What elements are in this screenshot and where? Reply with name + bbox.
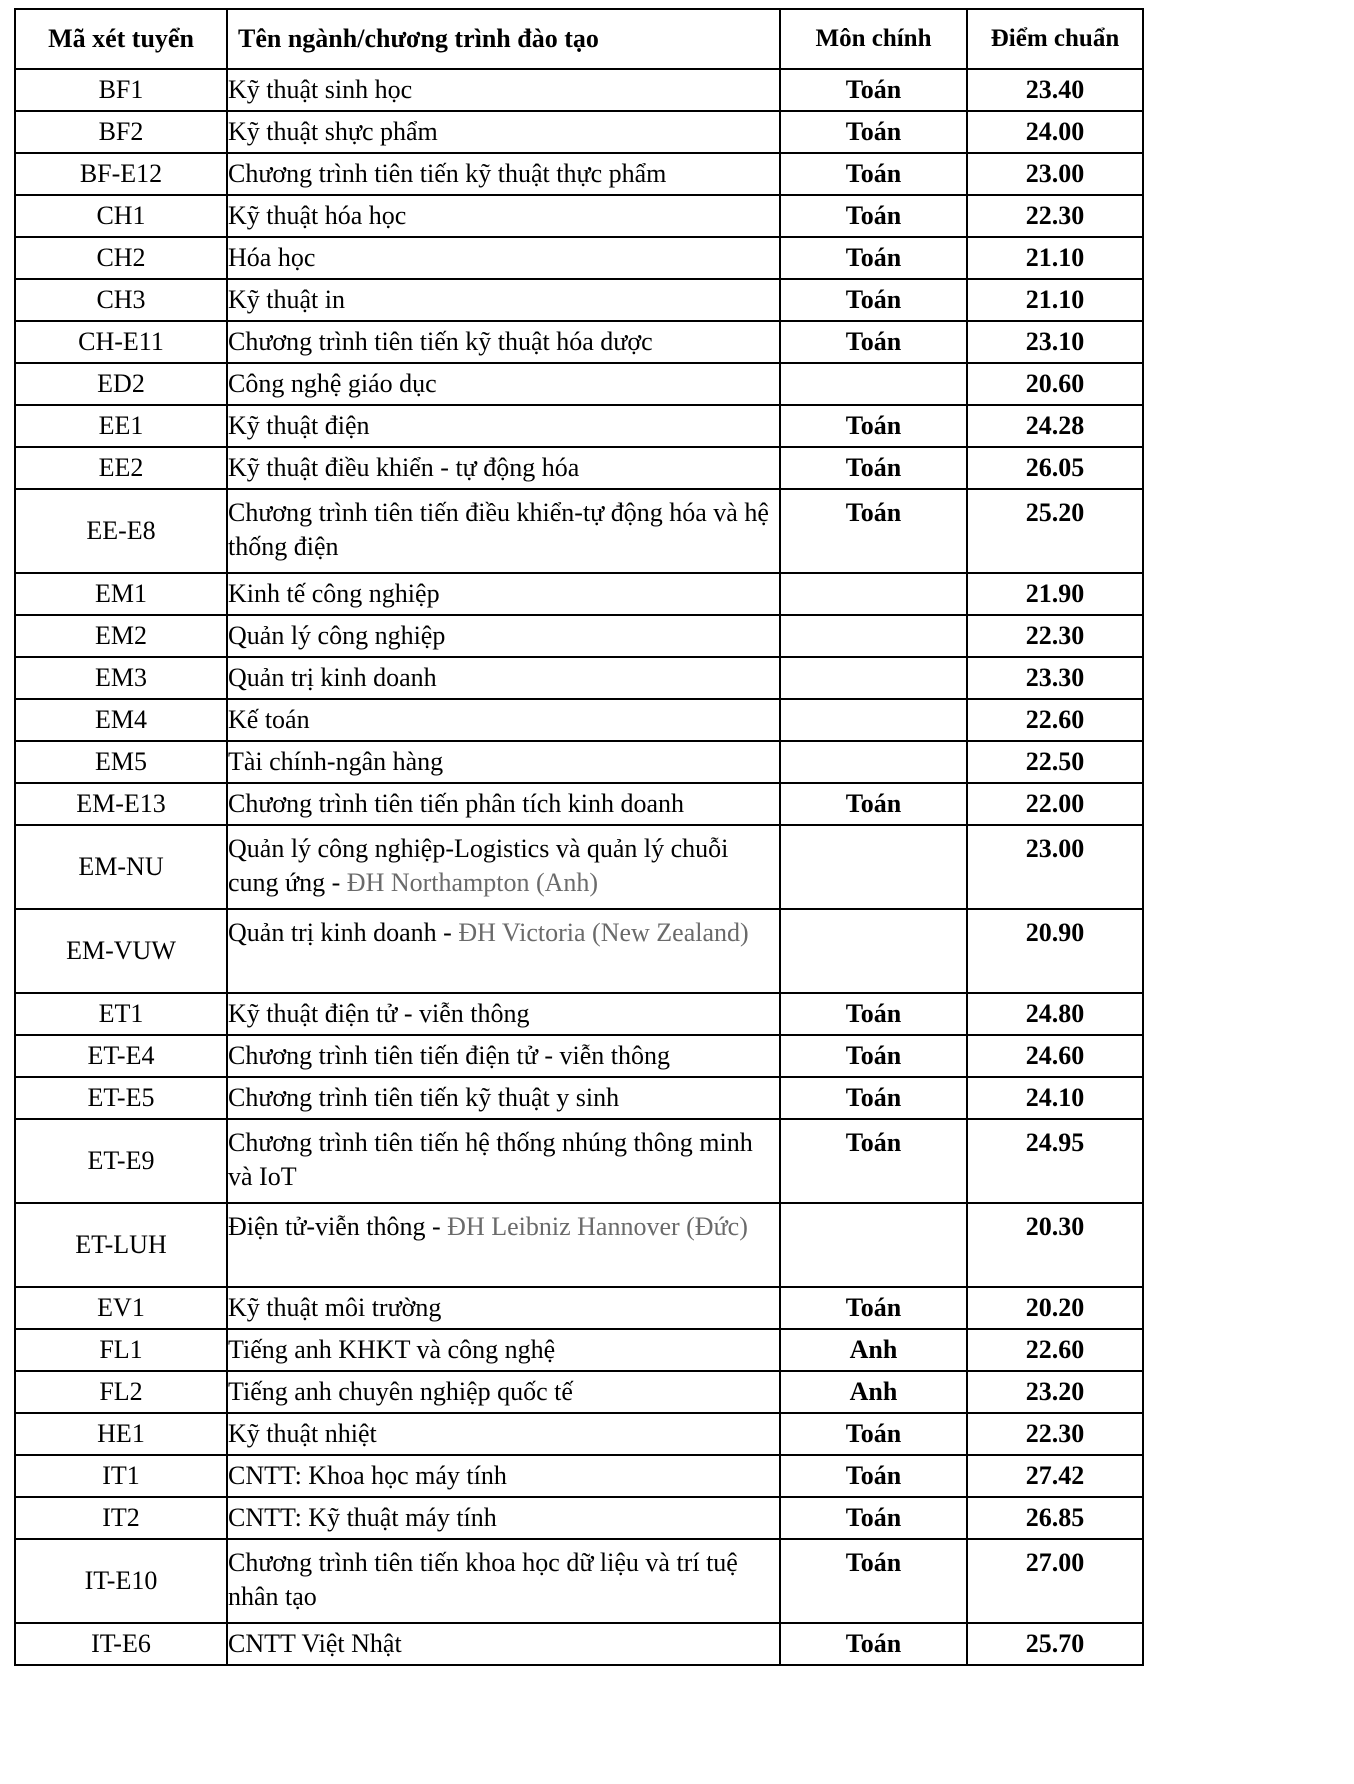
cell-main-subject: Toán xyxy=(780,1623,967,1665)
cell-program-name xyxy=(227,1287,780,1329)
cell-benchmark-score: 23.00 xyxy=(967,825,1143,909)
cell-program-name xyxy=(227,279,780,321)
program-name-text: Chương trình tiên tiến kỹ thuật hóa dược xyxy=(228,327,653,357)
program-name-text: Chương trình tiên tiến điều khiển-tự động hóa và hệ thống điện xyxy=(228,498,769,561)
program-name-text: Chương trình tiên tiến phân tích kinh doanh xyxy=(228,789,685,819)
program-name-text: Chương trình tiên tiến khoa học dữ liệu và trí tuệ nhân tạo xyxy=(228,1548,738,1611)
cell-program-name xyxy=(227,615,780,657)
cell-program-name xyxy=(227,783,780,825)
program-name-text: Kỹ thuật in xyxy=(228,285,345,315)
program-name-text: CNTT Việt Nhật xyxy=(228,1629,402,1659)
cell-program-name xyxy=(227,363,780,405)
cell-main-subject: Toán xyxy=(780,783,967,825)
table-row xyxy=(15,909,1143,993)
program-name-text: Kế toán xyxy=(228,705,310,735)
cell-benchmark-score: 24.00 xyxy=(967,111,1143,153)
cell-benchmark-score: 27.42 xyxy=(967,1455,1143,1497)
cell-main-subject: Toán xyxy=(780,321,967,363)
cell-benchmark-score: 20.60 xyxy=(967,363,1143,405)
table-row xyxy=(15,699,1143,741)
cell-main-subject: Toán xyxy=(780,1035,967,1077)
cell-benchmark-score: 26.05 xyxy=(967,447,1143,489)
table-row xyxy=(15,1455,1143,1497)
cell-main-subject: Toán xyxy=(780,279,967,321)
table-row xyxy=(15,1203,1143,1287)
table-row xyxy=(15,1413,1143,1455)
cell-main-subject: Toán xyxy=(780,1287,967,1329)
program-name-text: Kỹ thuật môi trường xyxy=(228,1293,442,1323)
program-name-text: Chương trình tiên tiến điện tử - viễn thông xyxy=(228,1041,670,1071)
cell-benchmark-score: 24.95 xyxy=(967,1119,1143,1203)
program-name-text: Kỹ thuật sinh học xyxy=(228,75,413,105)
program-name-text: Kỹ thuật điện xyxy=(228,411,370,441)
cell-benchmark-score: 20.30 xyxy=(967,1203,1143,1287)
cell-main-subject: Toán xyxy=(780,111,967,153)
program-name-text: Chương trình tiên tiến hệ thống nhúng thông minh và IoT xyxy=(228,1128,753,1191)
cell-program-name xyxy=(227,1203,780,1287)
cell-code: ET1 xyxy=(15,993,227,1035)
table-row xyxy=(15,111,1143,153)
cell-benchmark-score: 24.80 xyxy=(967,993,1143,1035)
cell-program-name xyxy=(227,1413,780,1455)
program-name-text: Kỹ thuật nhiệt xyxy=(228,1419,377,1449)
cell-program-name xyxy=(227,1035,780,1077)
cell-main-subject: Toán xyxy=(780,489,967,573)
cell-program-name xyxy=(227,195,780,237)
table-row xyxy=(15,279,1143,321)
cell-benchmark-score: 22.30 xyxy=(967,1413,1143,1455)
cell-benchmark-score: 26.85 xyxy=(967,1497,1143,1539)
cell-benchmark-score: 24.28 xyxy=(967,405,1143,447)
admission-score-table xyxy=(14,8,1144,1666)
cell-benchmark-score: 23.30 xyxy=(967,657,1143,699)
table-row xyxy=(15,237,1143,279)
program-name-text: Quản trị kinh doanh - xyxy=(228,918,459,947)
cell-main-subject xyxy=(780,825,967,909)
cell-main-subject: Toán xyxy=(780,153,967,195)
program-name-text: Quản lý công nghiệp xyxy=(228,621,446,651)
column-header-score: Điểm chuẩn xyxy=(967,9,1143,69)
cell-code: EV1 xyxy=(15,1287,227,1329)
cell-main-subject: Toán xyxy=(780,1077,967,1119)
program-name-text: CNTT: Khoa học máy tính xyxy=(228,1461,507,1491)
table-row xyxy=(15,1371,1143,1413)
program-name-text: Kỹ thuật shực phẩm xyxy=(228,117,438,147)
cell-program-name xyxy=(227,573,780,615)
cell-benchmark-score: 20.90 xyxy=(967,909,1143,993)
table-row xyxy=(15,195,1143,237)
table-row xyxy=(15,321,1143,363)
table-row xyxy=(15,741,1143,783)
cell-main-subject xyxy=(780,573,967,615)
cell-benchmark-score: 25.20 xyxy=(967,489,1143,573)
cell-code: EM3 xyxy=(15,657,227,699)
cell-code: BF-E12 xyxy=(15,153,227,195)
table-row xyxy=(15,489,1143,573)
column-header-subject: Môn chính xyxy=(780,9,967,69)
cell-benchmark-score: 22.60 xyxy=(967,699,1143,741)
partner-university-text: ĐH Northampton (Anh) xyxy=(346,867,599,897)
cell-program-name xyxy=(227,741,780,783)
cell-main-subject xyxy=(780,699,967,741)
table-row xyxy=(15,405,1143,447)
cell-code: CH3 xyxy=(15,279,227,321)
cell-code: CH-E11 xyxy=(15,321,227,363)
table-row xyxy=(15,1329,1143,1371)
column-header-code: Mã xét tuyển xyxy=(15,9,227,69)
cell-code: FL1 xyxy=(15,1329,227,1371)
cell-program-name xyxy=(227,657,780,699)
cell-code: FL2 xyxy=(15,1371,227,1413)
program-name-text: Tài chính-ngân hàng xyxy=(228,747,444,777)
cell-main-subject: Toán xyxy=(780,195,967,237)
table-row xyxy=(15,993,1143,1035)
program-name-text: Quản trị kinh doanh xyxy=(228,663,437,693)
cell-program-name xyxy=(227,993,780,1035)
program-name-text: Điện tử-viễn thông - xyxy=(228,1212,448,1241)
table-row xyxy=(15,825,1143,909)
cell-benchmark-score: 23.00 xyxy=(967,153,1143,195)
table-row xyxy=(15,447,1143,489)
cell-program-name xyxy=(227,1497,780,1539)
cell-code: EM-NU xyxy=(15,825,227,909)
cell-code: ET-E4 xyxy=(15,1035,227,1077)
cell-benchmark-score: 21.10 xyxy=(967,237,1143,279)
cell-main-subject: Toán xyxy=(780,1539,967,1623)
cell-program-name xyxy=(227,1539,780,1623)
cell-benchmark-score: 22.30 xyxy=(967,195,1143,237)
table-row xyxy=(15,363,1143,405)
cell-code: EE1 xyxy=(15,405,227,447)
program-name-text: Công nghệ giáo dục xyxy=(228,369,437,399)
cell-code: IT-E10 xyxy=(15,1539,227,1623)
cell-code: ET-E5 xyxy=(15,1077,227,1119)
program-name-text: Kinh tế công nghiệp xyxy=(228,579,440,609)
cell-main-subject xyxy=(780,615,967,657)
table-row xyxy=(15,69,1143,111)
cell-main-subject: Toán xyxy=(780,237,967,279)
cell-program-name xyxy=(227,699,780,741)
cell-code: EM4 xyxy=(15,699,227,741)
cell-benchmark-score: 24.60 xyxy=(967,1035,1143,1077)
table-row xyxy=(15,615,1143,657)
cell-main-subject xyxy=(780,1203,967,1287)
table-header xyxy=(15,9,1143,69)
table-row xyxy=(15,1077,1143,1119)
cell-program-name xyxy=(227,447,780,489)
cell-main-subject: Toán xyxy=(780,447,967,489)
cell-program-name xyxy=(227,153,780,195)
cell-benchmark-score: 22.60 xyxy=(967,1329,1143,1371)
cell-code: BF1 xyxy=(15,69,227,111)
cell-program-name xyxy=(227,321,780,363)
cell-program-name xyxy=(227,1371,780,1413)
cell-code: BF2 xyxy=(15,111,227,153)
cell-code: HE1 xyxy=(15,1413,227,1455)
cell-main-subject: Toán xyxy=(780,1497,967,1539)
cell-benchmark-score: 20.20 xyxy=(967,1287,1143,1329)
cell-main-subject: Toán xyxy=(780,993,967,1035)
table-row xyxy=(15,1497,1143,1539)
cell-program-name xyxy=(227,825,780,909)
cell-code: EM1 xyxy=(15,573,227,615)
cell-code: CH1 xyxy=(15,195,227,237)
cell-code: EM5 xyxy=(15,741,227,783)
table-row xyxy=(15,783,1143,825)
program-name-text: Chương trình tiên tiến kỹ thuật y sinh xyxy=(228,1083,620,1113)
table-row xyxy=(15,153,1143,195)
program-name-text: Kỹ thuật điện tử - viễn thông xyxy=(228,999,530,1029)
cell-program-name xyxy=(227,1329,780,1371)
cell-main-subject: Toán xyxy=(780,1413,967,1455)
cell-main-subject: Toán xyxy=(780,69,967,111)
cell-code: EE-E8 xyxy=(15,489,227,573)
partner-university-text: ĐH Leibniz Hannover (Đức) xyxy=(447,1212,748,1241)
cell-code: IT2 xyxy=(15,1497,227,1539)
partner-university-text: ĐH Victoria (New Zealand) xyxy=(458,918,749,947)
cell-code: ET-E9 xyxy=(15,1119,227,1203)
program-name-text: CNTT: Kỹ thuật máy tính xyxy=(228,1503,497,1533)
cell-program-name xyxy=(227,1077,780,1119)
column-header-name: Tên ngành/chương trình đào tạo xyxy=(227,9,780,69)
program-name-text: Tiếng anh KHKT và công nghệ xyxy=(228,1335,556,1365)
cell-code: EM-E13 xyxy=(15,783,227,825)
program-name-text: Kỹ thuật điều khiển - tự động hóa xyxy=(228,453,580,483)
cell-benchmark-score: 24.10 xyxy=(967,1077,1143,1119)
program-name-text: Hóa học xyxy=(228,243,316,273)
cell-main-subject: Toán xyxy=(780,405,967,447)
table-row xyxy=(15,1287,1143,1329)
cell-benchmark-score: 22.50 xyxy=(967,741,1143,783)
cell-program-name xyxy=(227,1119,780,1203)
cell-benchmark-score: 21.10 xyxy=(967,279,1143,321)
table-row xyxy=(15,657,1143,699)
cell-code: ET-LUH xyxy=(15,1203,227,1287)
program-name-text: Kỹ thuật hóa học xyxy=(228,201,407,231)
cell-main-subject: Anh xyxy=(780,1371,967,1413)
cell-program-name xyxy=(227,111,780,153)
cell-main-subject: Toán xyxy=(780,1119,967,1203)
cell-program-name xyxy=(227,489,780,573)
program-name-text: Chương trình tiên tiến kỹ thuật thực phẩm xyxy=(228,159,667,189)
cell-main-subject: Toán xyxy=(780,1455,967,1497)
cell-main-subject xyxy=(780,363,967,405)
cell-main-subject: Anh xyxy=(780,1329,967,1371)
cell-program-name xyxy=(227,405,780,447)
cell-main-subject xyxy=(780,657,967,699)
table-row xyxy=(15,1035,1143,1077)
cell-benchmark-score: 25.70 xyxy=(967,1623,1143,1665)
cell-benchmark-score: 23.40 xyxy=(967,69,1143,111)
table-body xyxy=(15,69,1143,1665)
cell-benchmark-score: 23.10 xyxy=(967,321,1143,363)
program-name-text: Tiếng anh chuyên nghiệp quốc tế xyxy=(228,1377,573,1407)
cell-benchmark-score: 23.20 xyxy=(967,1371,1143,1413)
cell-main-subject xyxy=(780,741,967,783)
table-row xyxy=(15,1539,1143,1623)
cell-code: IT-E6 xyxy=(15,1623,227,1665)
program-name-text: Quản lý công nghiệp-Logistics và quản lý chuỗi cung ứng - xyxy=(228,834,729,897)
table-row xyxy=(15,1623,1143,1665)
cell-benchmark-score: 27.00 xyxy=(967,1539,1143,1623)
table-row xyxy=(15,1119,1143,1203)
cell-main-subject xyxy=(780,909,967,993)
cell-benchmark-score: 21.90 xyxy=(967,573,1143,615)
cell-code: EE2 xyxy=(15,447,227,489)
cell-program-name xyxy=(227,909,780,993)
cell-code: EM2 xyxy=(15,615,227,657)
header-row xyxy=(15,9,1143,69)
cell-code: EM-VUW xyxy=(15,909,227,993)
cell-program-name xyxy=(227,237,780,279)
cell-code: CH2 xyxy=(15,237,227,279)
cell-program-name xyxy=(227,1455,780,1497)
cell-benchmark-score: 22.30 xyxy=(967,615,1143,657)
cell-benchmark-score: 22.00 xyxy=(967,783,1143,825)
table-row xyxy=(15,573,1143,615)
cell-code: IT1 xyxy=(15,1455,227,1497)
cell-code: ED2 xyxy=(15,363,227,405)
cell-program-name xyxy=(227,69,780,111)
cell-program-name xyxy=(227,1623,780,1665)
